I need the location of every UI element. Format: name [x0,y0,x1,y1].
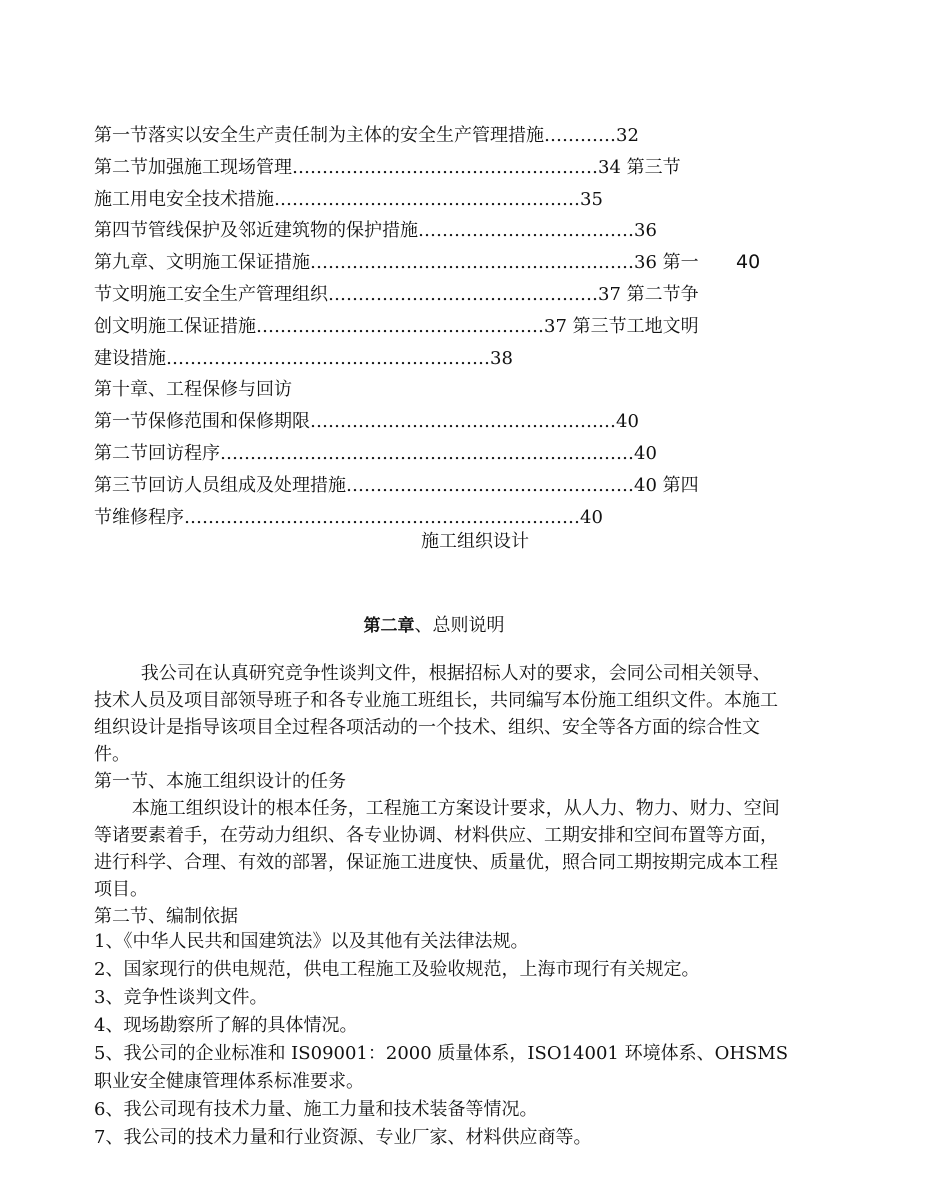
toc-line[interactable]: 第三节回访人员组成及处理措施…………………………………………40 第四 [94,474,699,496]
list-item: 1、《中华人民共和国建筑法》以及其他有关法律法规。 [94,931,529,952]
toc-line[interactable]: 建设措施………………………………………………38 [94,347,513,369]
toc-line[interactable]: 第二节回访程序……………………………………………………………40 [94,442,657,464]
list-item: 7、我公司的技术力量和行业资源、专业厂家、材料供应商等。 [94,1127,592,1148]
basis-list [94,928,794,1152]
list-item: 6、我公司现有技术力量、施工力量和技术装备等情况。 [94,1099,538,1120]
chapter-title-number: 第二章 [363,616,415,636]
list-item: 3、竞争性谈判文件。 [94,987,268,1008]
toc-line[interactable]: 节维修程序…………………………………………………………40 [94,506,603,528]
toc-line-with-overlap[interactable] [94,247,784,279]
toc-line[interactable]: 第四节管线保护及邻近建筑物的保护措施………………………………36 [94,220,657,242]
list-item: 4、现场勘察所了解的具体情况。 [94,1015,358,1036]
toc-line[interactable]: 节文明施工安全生产管理组织………………………………………37 第二节争 [94,283,699,305]
chapter-title [0,611,868,641]
toc-line[interactable]: 第一节保修范围和保修期限……………………………………………40 [94,411,639,433]
section-heading: 第二节、编制依据 [94,906,238,927]
list-item: 2、国家现行的供电规范，供电工程施工及验收规范，上海市现行有关规定。 [94,959,700,980]
table-of-contents [94,120,784,533]
toc-overlapping-page-number: 40 [736,251,761,274]
toc-line[interactable]: 施工用电安全技术措施……………………………………………35 [94,188,603,210]
toc-line[interactable]: 第二节加强施工现场管理……………………………………………34 第三节 [94,156,681,178]
toc-line[interactable]: 第一节落实以安全生产责任制为主体的安全生产管理措施…………32 [94,125,639,146]
section-paragraph: 本施工组织设计的根本任务，工程施工方案设计要求，从人力、物力、财力、空间等诸要素着手，在劳动力组织、各专业协调、材料供应、工期安排和空间布置等方面，进行科学、合理、有效的部署，保证施工进度快、质量优，照合同工期按期完成本工程项目。 [94,798,780,900]
list-item: 5、我公司的企业标准和 IS09001：2000 质量体系，ISO14001 环境体系、OHSMS 职业安全健康管理体系标准要求。 [94,1043,789,1092]
toc-line-text: 第九章、文明施工保证措施………………………………………………36 第一 [94,252,699,274]
running-title: 施工组织设计 [421,531,529,552]
chapter-title-text: 、总则说明 [414,615,505,636]
body-text [94,660,784,930]
toc-line[interactable]: 第十章、工程保修与回访 [94,379,292,401]
toc-line[interactable]: 创文明施工保证措施…………………………………………37 第三节工地文明 [94,315,699,337]
section-heading: 第一节、本施工组织设计的任务 [94,771,346,792]
intro-paragraph: 我公司在认真研究竞争性谈判文件，根据招标人对的要求，会同公司相关领导、技术人员及项目部领导班子和各专业施工班组长，共同编写本份施工组织文件。本施工组织设计是指导该项目全过程各项活动的一个技术、组织、安全等各方面的综合性文件。 [94,663,778,765]
